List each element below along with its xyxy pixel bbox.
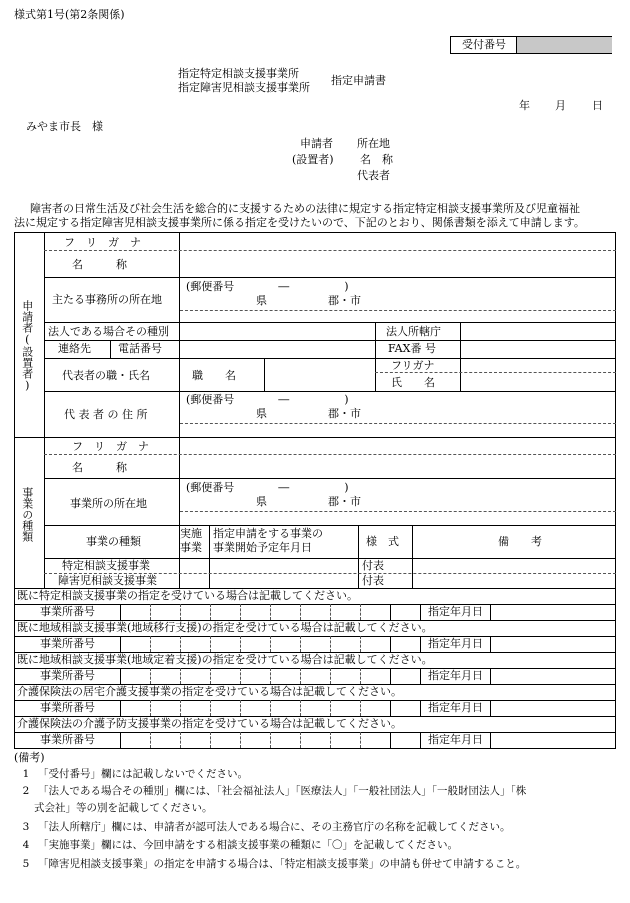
- intro-line-2: 法に規定する指定障害児相談支援事業所に係る指定を受けたいので、下記のとおり、関係書類を添えて申請します。: [14, 216, 585, 229]
- date-day: 日: [592, 99, 603, 112]
- note-item: [14, 801, 614, 816]
- note-item: [14, 784, 614, 799]
- note-number: 3: [22, 821, 30, 833]
- fax-label: FAX番 号: [388, 342, 436, 355]
- business-number-label: 事業所番号: [40, 701, 95, 714]
- title-suffix: 指定申請書: [331, 74, 386, 87]
- business-number-field[interactable]: [121, 733, 389, 747]
- existing-heading: 介護保険法の介護予防支援事業の指定を受けている場合は記載してください。: [17, 717, 402, 730]
- title-line-1: 指定特定相談支援事業所: [178, 67, 299, 80]
- applicant-representative-label: 代表者: [357, 169, 390, 182]
- furigana-field[interactable]: [181, 234, 614, 249]
- business-number-label: 事業所番号: [40, 669, 95, 682]
- business-number-label: 事業所番号: [40, 733, 95, 746]
- corp-authority-label: 法人所轄庁: [386, 325, 441, 338]
- office-county-city: 郡・市: [328, 294, 361, 307]
- note-item: [14, 838, 614, 853]
- designation-date-label: 指定年月日: [428, 637, 483, 650]
- rep-name-label: 氏 名: [391, 376, 435, 389]
- corp-type-field[interactable]: [181, 323, 374, 339]
- intro-line-1: 障害者の日常生活及び社会生活を総合的に支援するための法律に規定する指定特定相談支援事業所及び児童福祉: [30, 202, 580, 215]
- office-address-label: 主たる事務所の所在地: [52, 293, 162, 306]
- remarks-header: 備 考: [498, 535, 542, 548]
- rep-title-name-label: 代表者の職・氏名: [62, 369, 150, 382]
- existing-heading: 既に地域相談支援事業(地域移行支援)の指定を受けている場合は記載してください。: [17, 621, 433, 634]
- note-item: [14, 820, 614, 835]
- note-item: [14, 767, 614, 782]
- biz-row-2-form: 付表: [362, 574, 384, 587]
- biz-prefecture: 県: [256, 495, 267, 508]
- business-number-field[interactable]: [121, 669, 389, 683]
- rep-postal: (郵便番号 ― ): [186, 393, 349, 406]
- note-item: [14, 857, 614, 872]
- name-label: 名 称: [72, 258, 127, 271]
- biz-county-city: 郡・市: [328, 495, 361, 508]
- designation-date-field[interactable]: [491, 669, 615, 683]
- business-section-label: 事業の種類: [20, 487, 34, 542]
- designation-date-field[interactable]: [491, 733, 615, 747]
- note-text: 「法人である場合その種別」欄には、「社会福祉法人」「医療法人」「一般社団法人」「一般財団法人」「株: [38, 785, 527, 797]
- name-field[interactable]: [181, 252, 614, 276]
- phone-label: 電話番号: [118, 342, 162, 355]
- designation-date-field[interactable]: [491, 701, 615, 715]
- existing-heading: 介護保険法の居宅介護支援事業の指定を受けている場合は記載してください。: [17, 685, 402, 698]
- business-number-label: 事業所番号: [40, 637, 95, 650]
- biz-row-2-label: 障害児相談支援事業: [58, 574, 157, 587]
- biz-postal: (郵便番号 ― ): [186, 481, 349, 494]
- date-month: 月: [555, 99, 566, 112]
- addressee: みやま市長 様: [26, 120, 103, 133]
- note-number: 4: [22, 839, 30, 851]
- biz-type-header: 事業の種類: [86, 535, 141, 548]
- designation-date-label: 指定年月日: [428, 605, 483, 618]
- office-prefecture: 県: [256, 294, 267, 307]
- note-number: 5: [22, 858, 30, 870]
- form-number: 様式第1号(第2条関係): [14, 8, 125, 21]
- biz-address-label: 事業所の所在地: [70, 497, 147, 510]
- rep-address-label: 代 表 者 の 住 所: [64, 408, 148, 421]
- start-date-header-2: 事業開始予定年月日: [213, 541, 312, 554]
- existing-heading: 既に地域相談支援事業(地域定着支援)の指定を受けている場合は記載してください。: [17, 653, 433, 666]
- note-text: 「障害児相談支援事業」の指定を申請する場合は、「特定相談支援事業」の申請も併せて申請すること。: [38, 858, 527, 870]
- title-line-2: 指定障害児相談支援事業所: [178, 81, 310, 94]
- rep-prefecture: 県: [256, 407, 267, 420]
- applicant-section-label: 申請者(設置者): [20, 300, 34, 392]
- phone-field[interactable]: [181, 341, 374, 357]
- job-label: 職 名: [192, 369, 236, 382]
- note-text: 「法人所轄庁」欄には、申請者が認可法人である場合に、その主務官庁の名称を記載してください。: [38, 821, 511, 833]
- applicant-sublabel: (設置者): [292, 153, 334, 166]
- biz-row-2-impl-field[interactable]: [181, 574, 208, 587]
- date-year: 年: [519, 99, 530, 112]
- designation-date-field[interactable]: [491, 605, 615, 619]
- receipt-number-field[interactable]: [516, 37, 612, 53]
- applicant-address-label: 所在地: [357, 137, 390, 150]
- biz-furigana-label: フ リ ガ ナ: [72, 440, 149, 453]
- notes-title: (備考): [14, 751, 45, 764]
- rep-county-city: 郡・市: [328, 407, 361, 420]
- corp-authority-field[interactable]: [462, 323, 614, 339]
- biz-row-1-label: 特定相談支援事業: [62, 559, 150, 572]
- existing-heading: 既に特定相談支援事業の指定を受けている場合は記載してください。: [17, 589, 358, 602]
- biz-name-field[interactable]: [181, 456, 614, 477]
- biz-row-1-form: 付表: [362, 559, 384, 572]
- note-text: 「実施事業」欄には、今回申請をする相談支援事業の種類に「〇」を記載してください。: [38, 839, 458, 851]
- applicant-label: 申請者: [300, 137, 333, 150]
- impl-header-2: 事業: [180, 541, 202, 554]
- rep-job-field[interactable]: [266, 359, 374, 390]
- contact-label: 連絡先: [58, 342, 91, 355]
- designation-date-label: 指定年月日: [428, 669, 483, 682]
- business-number-field[interactable]: [121, 605, 389, 619]
- biz-furigana-field[interactable]: [181, 438, 614, 453]
- designation-date-label: 指定年月日: [428, 701, 483, 714]
- note-text: 「受付番号」欄には記載しないでください。: [38, 768, 248, 780]
- designation-date-label: 指定年月日: [428, 733, 483, 746]
- business-number-field[interactable]: [121, 701, 389, 715]
- business-number-field[interactable]: [121, 637, 389, 651]
- note-number: 2: [22, 785, 30, 797]
- office-postal: (郵便番号 ― ): [186, 280, 349, 293]
- corp-type-label: 法人である場合その種別: [48, 325, 169, 338]
- impl-header-1: 実施: [180, 527, 202, 540]
- furigana-label: フ リ ガ ナ: [64, 236, 141, 249]
- note-text: 式会社」等の別を記載してください。: [34, 802, 213, 814]
- business-number-label: 事業所番号: [40, 605, 95, 618]
- rep-name-field[interactable]: [462, 373, 614, 390]
- biz-row-1-impl-field[interactable]: [181, 559, 208, 572]
- rep-furigana-label: フリガナ: [391, 359, 435, 372]
- fax-field[interactable]: [462, 341, 614, 357]
- receipt-number-label: 受付番号: [462, 38, 506, 51]
- form-header: 様 式: [366, 535, 399, 548]
- applicant-name-label: 名 称: [360, 153, 393, 166]
- note-number: 1: [22, 768, 30, 780]
- biz-name-label: 名 称: [72, 461, 127, 474]
- designation-date-field[interactable]: [491, 637, 615, 651]
- start-date-header-1: 指定申請をする事業の: [213, 527, 323, 540]
